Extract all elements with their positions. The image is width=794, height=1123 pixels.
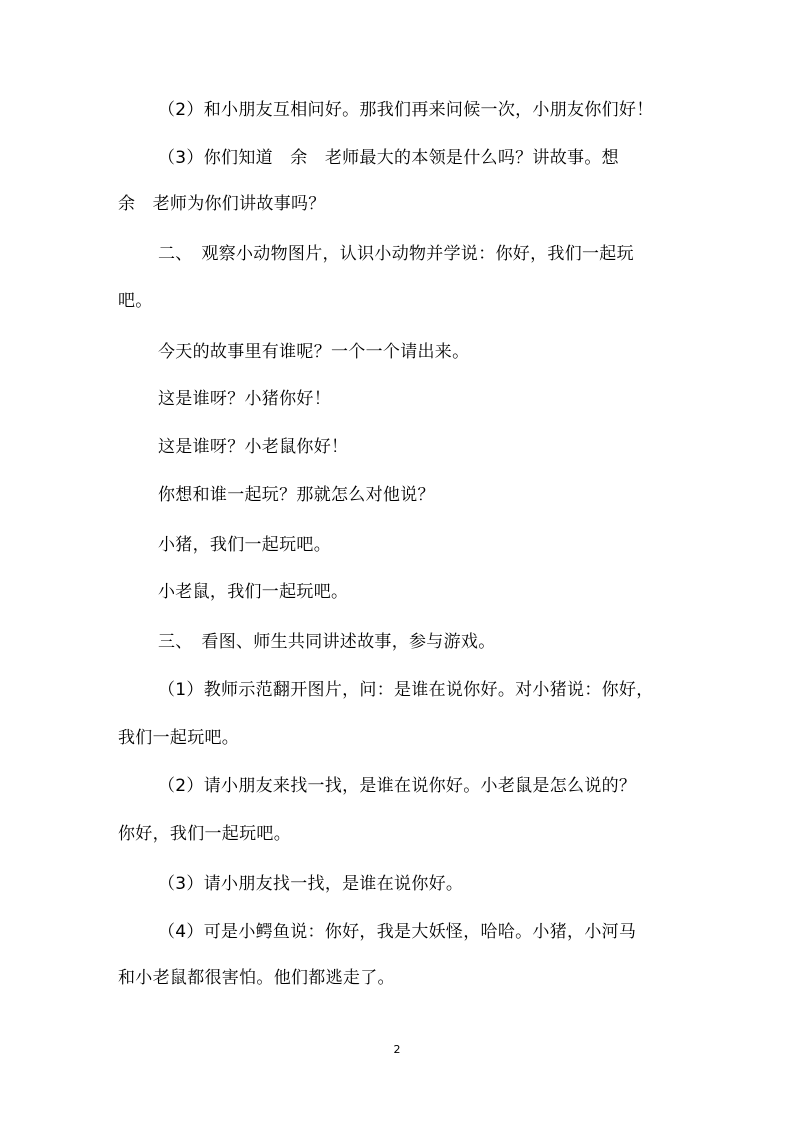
text-line: （3）你们知道 余 老师最大的本领是什么吗？讲故事。想 [158, 148, 619, 168]
text-line: （1）教师示范翻开图片，问：是谁在说你好。对小猪说：你好， [158, 680, 654, 700]
text-line: 和小老鼠都很害怕。他们都逃走了。 [118, 968, 395, 988]
text-line: （2）请小朋友来找一找，是谁在说你好。小老鼠是怎么说的？ [158, 776, 637, 796]
text-line: （2）和小朋友互相问好。那我们再来问候一次，小朋友你们好！ [158, 100, 654, 120]
text-line: 这是谁呀？小猪你好！ [158, 389, 331, 409]
text-line: （4）可是小鳄鱼说：你好，我是大妖怪，哈哈。小猪，小河马 [158, 922, 637, 942]
text-line: 今天的故事里有谁呢？一个一个请出来。 [158, 342, 470, 362]
text-line: 吧。 [118, 291, 153, 311]
text-line: 这是谁呀？小老鼠你好！ [158, 437, 349, 457]
text-line: 小猪，我们一起玩吧。 [158, 535, 331, 555]
text-line: 余 老师为你们讲故事吗？ [118, 194, 326, 214]
text-line: （3）请小朋友找一找，是谁在说你好。 [158, 874, 464, 894]
text-line: 我们一起玩吧。 [118, 728, 240, 748]
text-line: 你想和谁一起玩？那就怎么对他说？ [158, 485, 435, 505]
page-number: 2 [393, 1043, 401, 1056]
text-line: 二、 观察小动物图片，认识小动物并学说：你好，我们一起玩 [158, 244, 634, 264]
text-line: 你好，我们一起玩吧。 [118, 824, 291, 844]
text-line: 三、 看图、师生共同讲述故事，参与游戏。 [158, 632, 496, 652]
text-line: 小老鼠，我们一起玩吧。 [158, 582, 349, 602]
